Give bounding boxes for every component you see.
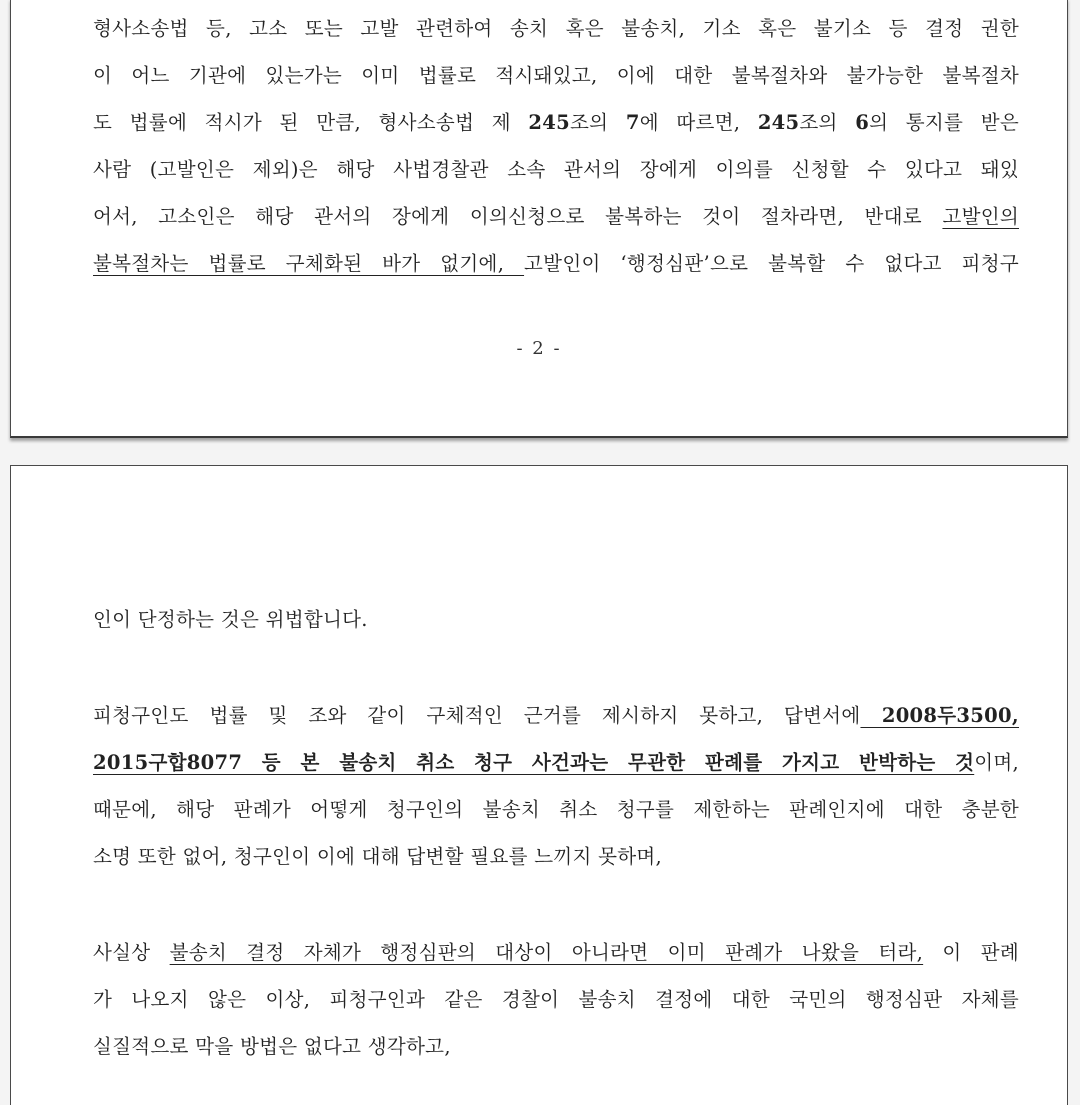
text-run: 의 통지를 받은: [869, 111, 1019, 134]
text-line: [93, 108, 1019, 138]
underlined-text: 불송치 결정 자체가 행정심판의 대상이 아니라면 이미 판례가 나왔을 터라,: [169, 941, 924, 964]
text-line: [93, 842, 1019, 872]
text-run: 때문에, 해당 판례가 어떻게 청구인의 불송치 취소 청구를 제한하는 판례인지에 대한 충분한: [93, 798, 1019, 821]
text-run: 조의: [570, 111, 626, 134]
text-line: [93, 1032, 1019, 1062]
article-number: 7: [625, 111, 640, 134]
text-line: [93, 61, 1019, 91]
text-run: 사실상: [93, 941, 170, 964]
article-number: 6: [855, 111, 870, 134]
text-line: [93, 795, 1019, 825]
text-line: [93, 985, 1019, 1015]
underlined-text: 불복절차는 법률로 구체화된 바가 없기에,: [93, 252, 525, 275]
article-number: 245: [757, 111, 800, 134]
case-number-text: 2015구합8077 등 본 불송치 취소 청구 사건과는 무관한 판례를 가지고 반박하는 것: [93, 751, 975, 774]
text-line: [93, 701, 1019, 731]
text-line: [93, 938, 1019, 968]
text-line: [93, 605, 1019, 635]
case-number-underlined: 2008두3500,: [860, 704, 1019, 727]
text-line: [93, 202, 1019, 232]
underlined-text: [93, 751, 974, 774]
text-run: 형사소송법 등, 고소 또는 고발 관련하여 송치 혹은 불송치, 기소 혹은 불기소 등 결정 권한: [93, 17, 1019, 40]
text-run: 에 따르면,: [639, 111, 758, 134]
text-run: 이며,: [974, 751, 1019, 774]
text-run: 이 판례: [923, 941, 1019, 964]
text-line: [93, 14, 1019, 44]
text-line: [93, 748, 1019, 778]
text-run: 실질적으로 막을 방법은 없다고 생각하고,: [93, 1035, 451, 1058]
page-number: - 2 -: [516, 338, 562, 359]
text-line: [93, 249, 1019, 279]
text-run: 이 어느 기관에 있는가는 이미 법률로 적시돼있고, 이에 대한 불복절차와 불가능한 불복절차: [93, 64, 1019, 87]
text-line: [93, 155, 1019, 185]
underlined-text: 고발인의: [942, 205, 1019, 228]
document-page-3: [10, 465, 1068, 1105]
article-number: 245: [528, 111, 571, 134]
text-run: 어서, 고소인은 해당 관서의 장에게 이의신청으로 불복하는 것이 절차라면, 반대로: [93, 205, 943, 228]
text-run: 고발인이 ‘행정심판’으로 불복할 수 없다고 피청구: [524, 252, 1019, 275]
text-run: 피청구인도 법률 및 조와 같이 구체적인 근거를 제시하지 못하고, 답변서에: [93, 704, 861, 727]
text-run: 도 법률에 적시가 된 만큼, 형사소송법 제: [93, 111, 529, 134]
text-run: 가 나오지 않은 이상, 피청구인과 같은 경찰이 불송치 결정에 대한 국민의 행정심판 자체를: [93, 988, 1019, 1011]
text-run: 조의: [799, 111, 856, 134]
document-page-2: [10, 0, 1068, 438]
text-run: 사람 (고발인은 제외)은 해당 사법경찰관 소속 관서의 장에게 이의를 신청할 수 있다고 돼있: [93, 158, 1019, 181]
text-run: 소명 또한 없어, 청구인이 이에 대해 답변할 필요를 느끼지 못하며,: [93, 845, 663, 868]
text-run: 인이 단정하는 것은 위법합니다.: [93, 608, 368, 631]
